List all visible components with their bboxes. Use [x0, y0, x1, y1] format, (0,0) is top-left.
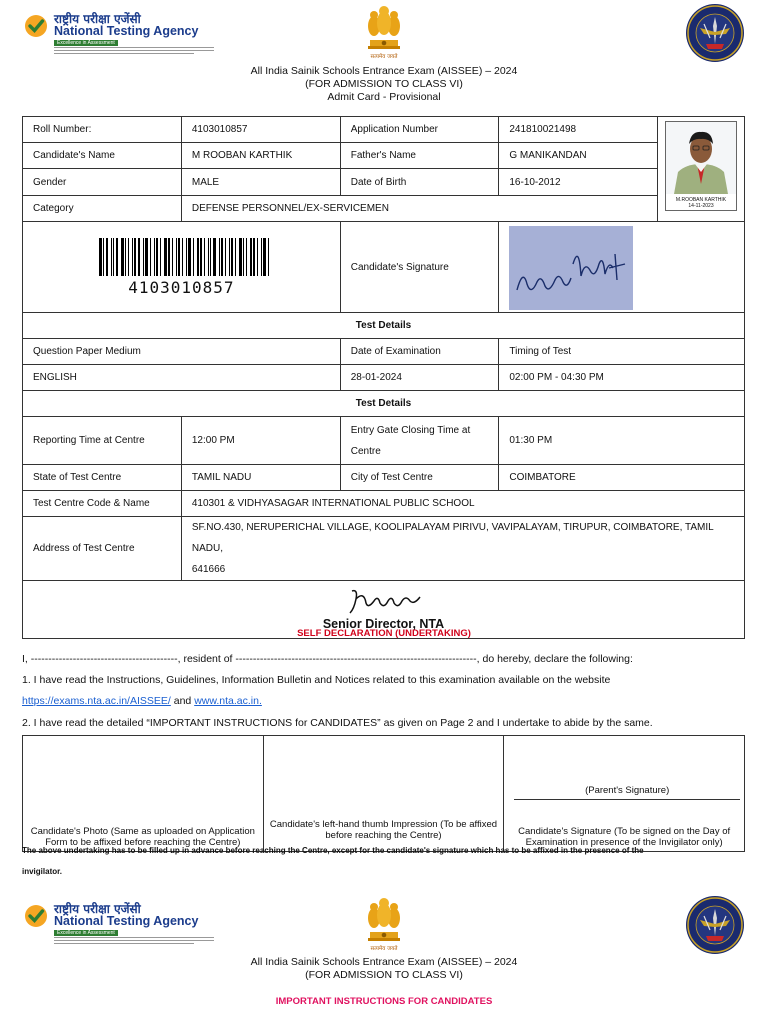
barcode-bar: [235, 238, 236, 276]
city-label: City of Test Centre: [340, 465, 499, 491]
admit-card-type: Admit Card - Provisional: [327, 91, 441, 103]
admission-line: (FOR ADMISSION TO CLASS VI): [305, 78, 463, 90]
undertaking-note-line2: invigilator.: [22, 867, 63, 876]
barcode-bar: [197, 238, 199, 276]
centre-address-line2: 641666: [191, 564, 226, 575]
barcode-bar: [268, 238, 269, 276]
application-number-label: Application Number: [340, 117, 499, 143]
timing-label: Timing of Test: [499, 339, 745, 365]
city-value: COIMBATORE: [499, 465, 745, 491]
national-emblem-icon: [361, 894, 407, 954]
barcode-bar: [250, 238, 252, 276]
barcode-bar: [225, 238, 226, 276]
gender-label: Gender: [23, 169, 182, 196]
director-signature-image: [344, 587, 424, 617]
barcode-bar: [156, 238, 158, 276]
photo-caption-date: 14-11-2023: [688, 203, 714, 209]
declaration-line2: 1. I have read the Instructions, Guidelines, Information Bulletin and Notices related to this examination available on the website: [22, 674, 611, 686]
centre-address-label: Address of Test Centre: [23, 517, 182, 581]
father-name-label: Father's Name: [340, 143, 499, 169]
gate-closing-label: [340, 417, 499, 465]
page2-exam-title: All India Sainik Schools Entrance Exam (AISSEE) – 2024: [250, 956, 518, 968]
barcode-bar: [231, 238, 233, 276]
state-value: TAMIL NADU: [181, 465, 340, 491]
candidate-details-table: [22, 116, 745, 639]
photo-caption-name: M.ROOBAN KARTHIK: [675, 197, 727, 203]
candidate-signature-label: Candidate's Signature: [340, 222, 499, 313]
aissee-website-link[interactable]: https://exams.nta.ac.in/AISSEE/: [22, 695, 171, 707]
barcode-bar: [243, 238, 244, 276]
candidate-name-value: M ROOBAN KARTHIK: [181, 143, 340, 169]
nta-logo-page2: [22, 900, 212, 946]
nta-check-icon: [24, 14, 48, 38]
barcode-bar: [186, 238, 187, 276]
barcode-bar: [257, 238, 258, 276]
nta-fine-print: [54, 937, 214, 945]
nta-english-name: National Testing Agency: [54, 24, 199, 38]
nta-website-link[interactable]: www.nta.ac.in.: [194, 695, 262, 707]
sainik-school-seal-icon: [686, 896, 744, 954]
barcode-bar: [261, 238, 262, 276]
timing-value: 02:00 PM - 04:30 PM: [499, 365, 745, 391]
barcode-bar: [106, 238, 108, 276]
signature-box: [504, 736, 745, 852]
page-header: [0, 0, 768, 112]
gender-value: MALE: [181, 169, 340, 196]
barcode-bar: [111, 238, 112, 276]
candidate-signature-cell: [499, 222, 745, 313]
barcode-bar: [221, 238, 223, 276]
candidate-photo: [665, 121, 737, 211]
barcode-bar: [145, 238, 148, 276]
barcode-bar: [188, 238, 191, 276]
thumb-impression-box: Candidate's left-hand thumb Impression (To be affixed before reaching the Centre): [263, 736, 504, 852]
nta-check-icon: [24, 904, 48, 928]
sainik-school-seal-icon: [686, 4, 744, 62]
declaration-heading: SELF DECLARATION (UNDERTAKING): [297, 628, 471, 639]
category-label: Category: [23, 196, 182, 222]
barcode-bar: [168, 238, 170, 276]
exam-date-value: 28-01-2024: [340, 365, 499, 391]
barcode-bar: [103, 238, 104, 276]
barcode-bar: [193, 238, 194, 276]
barcode-bar: [172, 238, 173, 276]
barcode-bar: [204, 238, 205, 276]
nta-english-name: National Testing Agency: [54, 914, 199, 928]
page2-admission-line: (FOR ADMISSION TO CLASS VI): [305, 969, 463, 981]
candidate-photo-cell: [658, 117, 745, 222]
centre-address-line1: SF.NO.430, NERUPERICHAL VILLAGE, KOOLIPALAYAM PIRIVU, VAVIPALAYAM, TIRUPUR, COIMBATORE, TAMIL NADU,: [191, 522, 714, 554]
signatory-title: Senior Director, NTA: [322, 617, 445, 631]
state-label: State of Test Centre: [23, 465, 182, 491]
page2-header: [0, 890, 768, 1024]
barcode-bar: [246, 238, 247, 276]
candidate-photo-image: [666, 122, 736, 194]
barcode-bar: [116, 238, 118, 276]
barcode-bar: [132, 238, 133, 276]
barcode-bar: [253, 238, 255, 276]
nta-tagline: Excellence in Assessment: [54, 40, 118, 46]
parent-signature-label: (Parent's Signature): [514, 785, 740, 800]
gate-closing-label-line1: Entry Gate Closing Time at: [350, 424, 471, 436]
nta-hindi-name: राष्ट्रीय परीक्षा एजेंसी: [54, 902, 141, 916]
candidate-signature-instruction: Candidate's Signature (To be signed on the Day of Examination in presence of the Invigilator only): [518, 826, 731, 848]
barcode-bar: [239, 238, 242, 276]
father-name-value: G MANIKANDAN: [499, 143, 658, 169]
barcode-bar: [178, 238, 180, 276]
barcode-bar: [208, 238, 209, 276]
centre-code-value: 410301 & VIDHYASAGAR INTERNATIONAL PUBLIC SCHOOL: [181, 491, 744, 517]
barcode-bar: [150, 238, 151, 276]
dob-value: 16-10-2012: [499, 169, 658, 196]
centre-address-value: [181, 517, 744, 581]
test-details-heading: Test Details: [23, 313, 745, 339]
barcode-bar: [125, 238, 126, 276]
undertaking-boxes: [22, 735, 745, 852]
barcode-bar: [219, 238, 220, 276]
reporting-time-label: Reporting Time at Centre: [23, 417, 182, 465]
nta-fine-print: [54, 47, 214, 55]
barcode-bar: [154, 238, 155, 276]
barcode-bar: [121, 238, 124, 276]
declaration-line3: 2. I have read the detailed “IMPORTANT INSTRUCTIONS for CANDIDATES” as given on Page 2 and I undertake to abide by the same.: [22, 717, 653, 729]
barcode: [99, 238, 275, 276]
barcode-text: 4103010857: [128, 277, 235, 297]
photo-affix-box: Candidate's Photo (Same as uploaded on Application Form to be affixed before reaching the Centre): [23, 736, 264, 852]
barcode-bar: [229, 238, 230, 276]
emblem-caption: सत्यमेव जयते: [370, 54, 398, 60]
declaration-links-line: [22, 695, 262, 707]
barcode-bar: [134, 238, 136, 276]
gate-closing-label-line2: Centre: [350, 445, 381, 457]
barcode-bar: [200, 238, 202, 276]
application-number-value: 241810021498: [499, 117, 658, 143]
declaration-line1: I, ------------------------------------------, resident of ---------------------------------------------------------------------, do hereby, declare the following:: [22, 653, 633, 665]
exam-title: All India Sainik Schools Entrance Exam (AISSEE) – 2024: [250, 65, 518, 77]
candidate-signature-image: [509, 224, 633, 310]
barcode-bar: [213, 238, 216, 276]
barcode-bar: [138, 238, 140, 276]
barcode-bar: [176, 238, 177, 276]
barcode-bar: [99, 238, 102, 276]
candidate-name-label: Candidate's Name: [23, 143, 182, 169]
nta-hindi-name: राष्ट्रीय परीक्षा एजेंसी: [54, 12, 141, 26]
barcode-bar: [128, 238, 129, 276]
category-value: DEFENSE PERSONNEL/EX-SERVICEMEN: [181, 196, 657, 222]
dob-label: Date of Birth: [340, 169, 499, 196]
barcode-bar: [263, 238, 266, 276]
roll-number-value: 4103010857: [181, 117, 340, 143]
medium-value: ENGLISH: [23, 365, 341, 391]
reporting-time-value: 12:00 PM: [181, 417, 340, 465]
barcode-bar: [113, 238, 114, 276]
centre-code-label: Test Centre Code & Name: [23, 491, 182, 517]
roll-number-label: Roll Number:: [23, 117, 182, 143]
nta-tagline: Excellence in Assessment: [54, 930, 118, 936]
barcode-bar: [143, 238, 144, 276]
instructions-heading: IMPORTANT INSTRUCTIONS FOR CANDIDATES: [275, 996, 493, 1007]
nta-logo: [22, 10, 212, 56]
barcode-cell: [23, 222, 341, 313]
barcode-bar: [182, 238, 183, 276]
gate-closing-value: 01:30 PM: [499, 417, 745, 465]
national-emblem-icon: [361, 2, 407, 62]
medium-label: Question Paper Medium: [23, 339, 341, 365]
barcode-bar: [210, 238, 211, 276]
barcode-bar: [160, 238, 161, 276]
barcode-bar: [164, 238, 167, 276]
and-text: and: [170, 695, 195, 707]
undertaking-note-line1: The above undertaking has to be filled up in advance before reaching the Centre, except for the candidate's signature which has to be affixed in the presence of the: [22, 846, 644, 855]
exam-date-label: Date of Examination: [340, 339, 499, 365]
emblem-caption: सत्यमेव जयते: [370, 946, 398, 952]
centre-details-heading: Test Details: [23, 391, 745, 417]
